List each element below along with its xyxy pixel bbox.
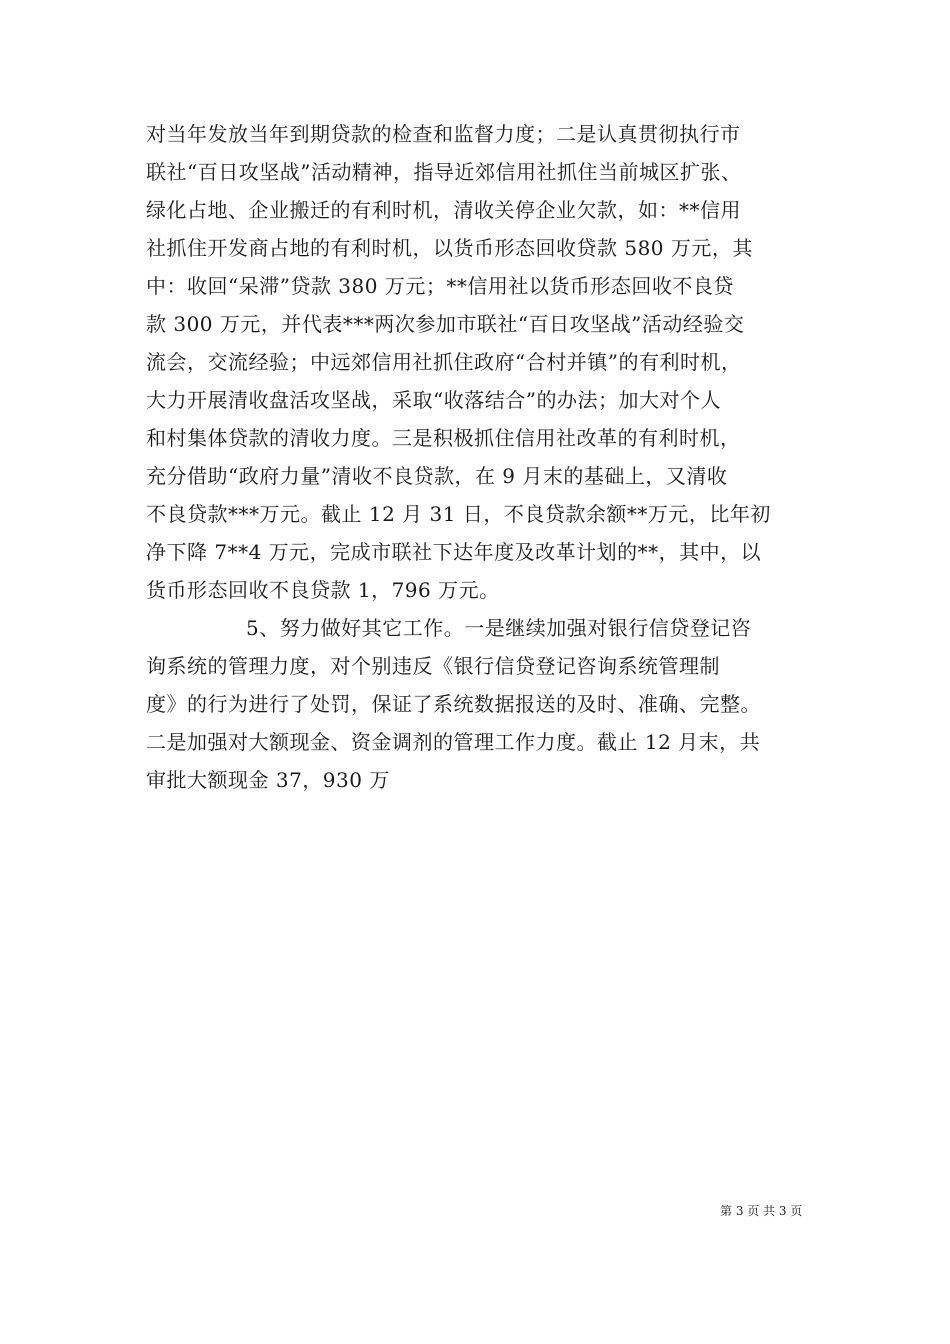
text-line: 货币形态回收不良贷款 1，796 万元。: [146, 578, 500, 602]
text-line: 对当年发放当年到期贷款的检查和监督力度；二是认真贯彻执行市: [146, 122, 741, 146]
text-line: 和村集体贷款的清收力度。三是积极抓住信用社改革的有利时机，: [146, 426, 741, 450]
page-number-footer: 第 3 页 共 3 页: [720, 1204, 803, 1218]
text-line: 大力开展清收盘活攻坚战，采取“收落结合”的办法；加大对个人: [146, 388, 721, 412]
text-line: 二是加强对大额现金、资金调剂的管理工作力度。截止 12 月末，共: [146, 730, 761, 754]
text-line: 中：收回“呆滞”贷款 380 万元；**信用社以货币形态回收不良贷: [146, 274, 734, 298]
paragraph-start-line: 5、努力做好其它工作。一是继续加强对银行信贷登记咨: [246, 616, 752, 640]
text-line: 询系统的管理力度，对个别违反《银行信贷登记咨询系统管理制: [146, 654, 720, 678]
text-line: 联社“百日攻坚战”活动精神，指导近郊信用社抓住当前城区扩张、: [146, 160, 742, 184]
text-line: 流会，交流经验；中远郊信用社抓住政府“合村并镇”的有利时机，: [146, 350, 742, 374]
text-line: 绿化占地、企业搬迁的有利时机，清收关停企业欠款，如：**信用: [146, 198, 741, 222]
text-line: 充分借助“政府力量”清收不良贷款，在 9 月末的基础上，又清收: [146, 464, 728, 488]
document-body: [146, 115, 816, 799]
text-line: 款 300 万元，并代表***两次参加市联社“百日攻坚战”活动经验交: [146, 312, 745, 336]
text-line: 社抓住开发商占地的有利时机，以货币形态回收贷款 580 万元，其: [146, 236, 753, 260]
text-line: 不良贷款***万元。截止 12 月 31 日，不良贷款余额**万元，比年初: [146, 502, 771, 526]
text-line: 审批大额现金 37，930 万: [146, 768, 390, 792]
text-line: 度》的行为进行了处罚，保证了系统数据报送的及时、准确、完整。: [146, 692, 761, 716]
text-line: 净下降 7**4 万元，完成市联社下达年度及改革计划的**，其中，以: [146, 540, 762, 564]
